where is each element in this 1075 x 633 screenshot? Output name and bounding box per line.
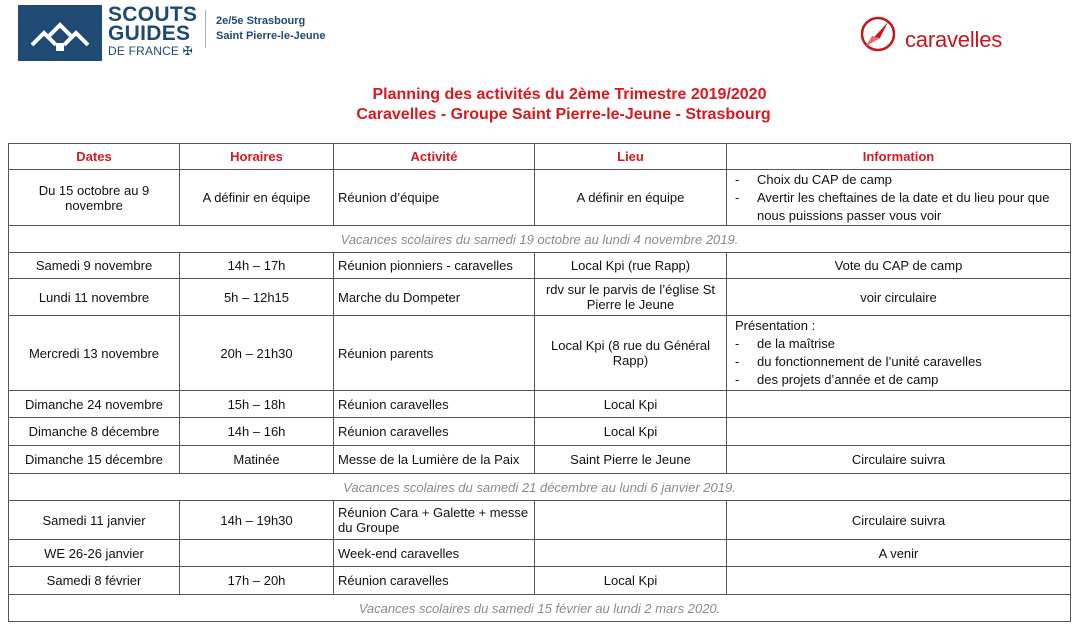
cell-activity: Réunion caravelles xyxy=(334,567,535,595)
sgdf-logo-mark xyxy=(18,5,102,61)
cell-date: Samedi 8 février xyxy=(9,567,180,595)
cell-activity: Réunion pionniers - caravelles xyxy=(334,253,535,279)
table-row xyxy=(9,418,1071,446)
cell-date: Samedi 9 novembre xyxy=(9,253,180,279)
cell-place: Local Kpi xyxy=(535,418,727,446)
cell-time: 14h – 16h xyxy=(180,418,334,446)
cell-activity: Réunion Cara + Galette + messe du Groupe xyxy=(334,501,535,540)
info-item: - Avertir les cheftaines de la date et du lieu pour que nous puissions passer vous voir xyxy=(731,189,1066,225)
group-info-line1: 2e/5e Strasbourg xyxy=(216,15,306,27)
cell-activity: Réunion parents xyxy=(334,316,535,391)
cell-time: 15h – 18h xyxy=(180,391,334,418)
header-lieu: Lieu xyxy=(535,144,727,170)
cell-place: Local Kpi xyxy=(535,567,727,595)
table-header-row xyxy=(9,144,1071,170)
cell-time: 14h – 19h30 xyxy=(180,501,334,540)
sgdf-logo-line2: GUIDES xyxy=(108,22,191,45)
table-row xyxy=(9,316,1071,391)
info-intro: Présentation : xyxy=(735,318,816,333)
cell-date: Samedi 11 janvier xyxy=(9,501,180,540)
sgdf-logo-line1: SCOUTS xyxy=(108,3,198,26)
vacation-row xyxy=(9,226,1071,253)
cell-place xyxy=(535,540,727,567)
info-item: - Choix du CAP de camp xyxy=(731,171,1066,189)
cell-time: 17h – 20h xyxy=(180,567,334,595)
cell-date: Mercredi 13 novembre xyxy=(9,316,180,391)
cell-place: Local Kpi xyxy=(535,391,727,418)
logo-divider xyxy=(205,10,206,48)
cell-activity: Réunion caravelles xyxy=(334,391,535,418)
cell-activity: Réunion d’équipe xyxy=(334,170,535,226)
cell-info: Circulaire suivra xyxy=(727,501,1071,540)
cell-place: Local Kpi (8 rue du Général Rapp) xyxy=(535,316,727,391)
sgdf-logo-line3: DE FRANCE ✠ xyxy=(108,44,193,58)
info-list xyxy=(731,171,1066,225)
cell-place: rdv sur le parvis de l’église St Pierre le Jeune xyxy=(535,279,727,316)
cell-info xyxy=(727,391,1071,418)
cell-date: Dimanche 15 décembre xyxy=(9,446,180,474)
cell-time: 20h – 21h30 xyxy=(180,316,334,391)
group-info-line2: Saint Pierre-le-Jeune xyxy=(216,30,326,42)
cell-place: Local Kpi (rue Rapp) xyxy=(535,253,727,279)
info-item: - de la maîtrise xyxy=(731,335,1066,353)
cell-info: A venir xyxy=(727,540,1071,567)
cell-info: voir circulaire xyxy=(727,279,1071,316)
table-row xyxy=(9,540,1071,567)
page-subtitle: Caravelles - Groupe Saint Pierre-le-Jeune - Strasbourg xyxy=(356,106,771,123)
cell-time: 5h – 12h15 xyxy=(180,279,334,316)
caravelles-logo-text: caravelles xyxy=(905,27,1003,52)
header-information: Information xyxy=(727,144,1071,170)
cell-date: Dimanche 24 novembre xyxy=(9,391,180,418)
cell-info xyxy=(727,170,1071,226)
table-row xyxy=(9,253,1071,279)
table-row xyxy=(9,391,1071,418)
vacation-note: Vacances scolaires du samedi 19 octobre au lundi 4 novembre 2019. xyxy=(9,226,1071,253)
header-dates: Dates xyxy=(9,144,180,170)
table-row xyxy=(9,501,1071,540)
cell-time: A définir en équipe xyxy=(180,170,334,226)
cell-info xyxy=(727,316,1071,391)
cell-date: WE 26-26 janvier xyxy=(9,540,180,567)
cell-time: Matinée xyxy=(180,446,334,474)
cell-info xyxy=(727,418,1071,446)
planning-table xyxy=(8,143,1071,622)
cell-time xyxy=(180,540,334,567)
table-row xyxy=(9,279,1071,316)
cell-date: Dimanche 8 décembre xyxy=(9,418,180,446)
vacation-row xyxy=(9,595,1071,622)
cell-activity: Marche du Dompeter xyxy=(334,279,535,316)
cell-place: A définir en équipe xyxy=(535,170,727,226)
cell-activity: Messe de la Lumière de la Paix xyxy=(334,446,535,474)
cell-date: Du 15 octobre au 9 novembre xyxy=(9,170,180,226)
vacation-note: Vacances scolaires du samedi 15 février au lundi 2 mars 2020. xyxy=(9,595,1071,622)
vacation-row xyxy=(9,474,1071,501)
info-item: - des projets d’année et de camp xyxy=(731,371,1066,389)
table-row xyxy=(9,170,1071,226)
cell-activity: Réunion caravelles xyxy=(334,418,535,446)
cell-activity: Week-end caravelles xyxy=(334,540,535,567)
group-info xyxy=(216,14,325,44)
cell-info xyxy=(727,567,1071,595)
cell-time: 14h – 17h xyxy=(180,253,334,279)
header-horaires: Horaires xyxy=(180,144,334,170)
sgdf-logo-wordmark xyxy=(108,5,198,59)
cell-place: Saint Pierre le Jeune xyxy=(535,446,727,474)
info-list xyxy=(731,335,1066,389)
page-title: Planning des activités du 2ème Trimestre 2019/2020 xyxy=(372,86,767,103)
cell-place xyxy=(535,501,727,540)
cell-info: Vote du CAP de camp xyxy=(727,253,1071,279)
cell-info: Circulaire suivra xyxy=(727,446,1071,474)
table-row xyxy=(9,567,1071,595)
info-item: - du fonctionnement de l’unité caravelles xyxy=(731,353,1066,371)
table-row xyxy=(9,446,1071,474)
header-activite: Activité xyxy=(334,144,535,170)
caravelles-compass-icon xyxy=(858,14,898,54)
vacation-note: Vacances scolaires du samedi 21 décembre au lundi 6 janvier 2019. xyxy=(9,474,1071,501)
cell-date: Lundi 11 novembre xyxy=(9,279,180,316)
